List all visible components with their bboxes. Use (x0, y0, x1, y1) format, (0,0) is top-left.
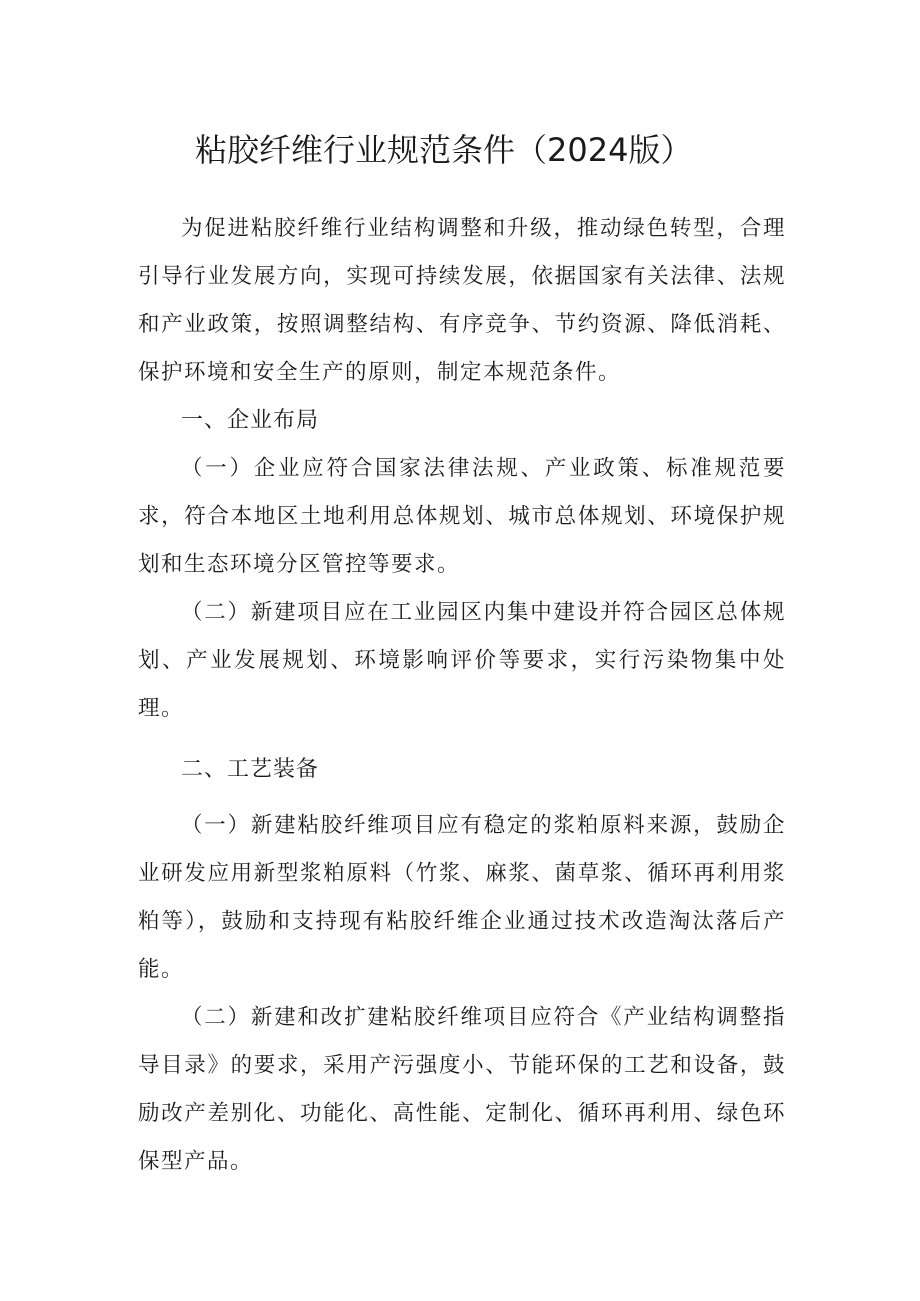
layout-item-2: （二）新建项目应在工业园区内集中建设并符合园区总体规划、产业发展规划、环境影响评价等要求，实行污染物集中处理。 (138, 600, 786, 721)
equipment-item-2: （二）新建和改扩建粘胶纤维项目应符合《产业结构调整指导目录》的要求，采用产污强度小、节能环保的工艺和设备，鼓励改产差别化、功能化、高性能、定制化、循环再利用、绿色环保型产品。 (138, 1005, 786, 1174)
section-heading-layout: 一、企业布局 (181, 408, 320, 433)
intro-paragraph: 为促进粘胶纤维行业结构调整和升级，推动绿色转型，合理引导行业发展方向，实现可持续发展，依据国家有关法律、法规和产业政策，按照调整结构、有序竞争、节约资源、降低消耗、保护环境和安全生产的原则，制定本规范条件。 (138, 216, 786, 385)
equipment-item-1: （一）新建粘胶纤维项目应有稳定的浆粕原料来源，鼓励企业研发应用新型浆粕原料（竹浆、麻浆、菌草浆、循环再利用浆粕等），鼓励和支持现有粘胶纤维企业通过技术改造淘汰落后产能。 (138, 813, 786, 982)
layout-item-1: （一）企业应符合国家法律法规、产业政策、标准规范要求，符合本地区土地利用总体规划、城市总体规划、环境保护规划和生态环境分区管控等要求。 (138, 456, 786, 577)
section-heading-equipment: 二、工艺装备 (181, 757, 320, 782)
document-title: 粘胶纤维行业规范条件（2024版） (195, 131, 693, 169)
